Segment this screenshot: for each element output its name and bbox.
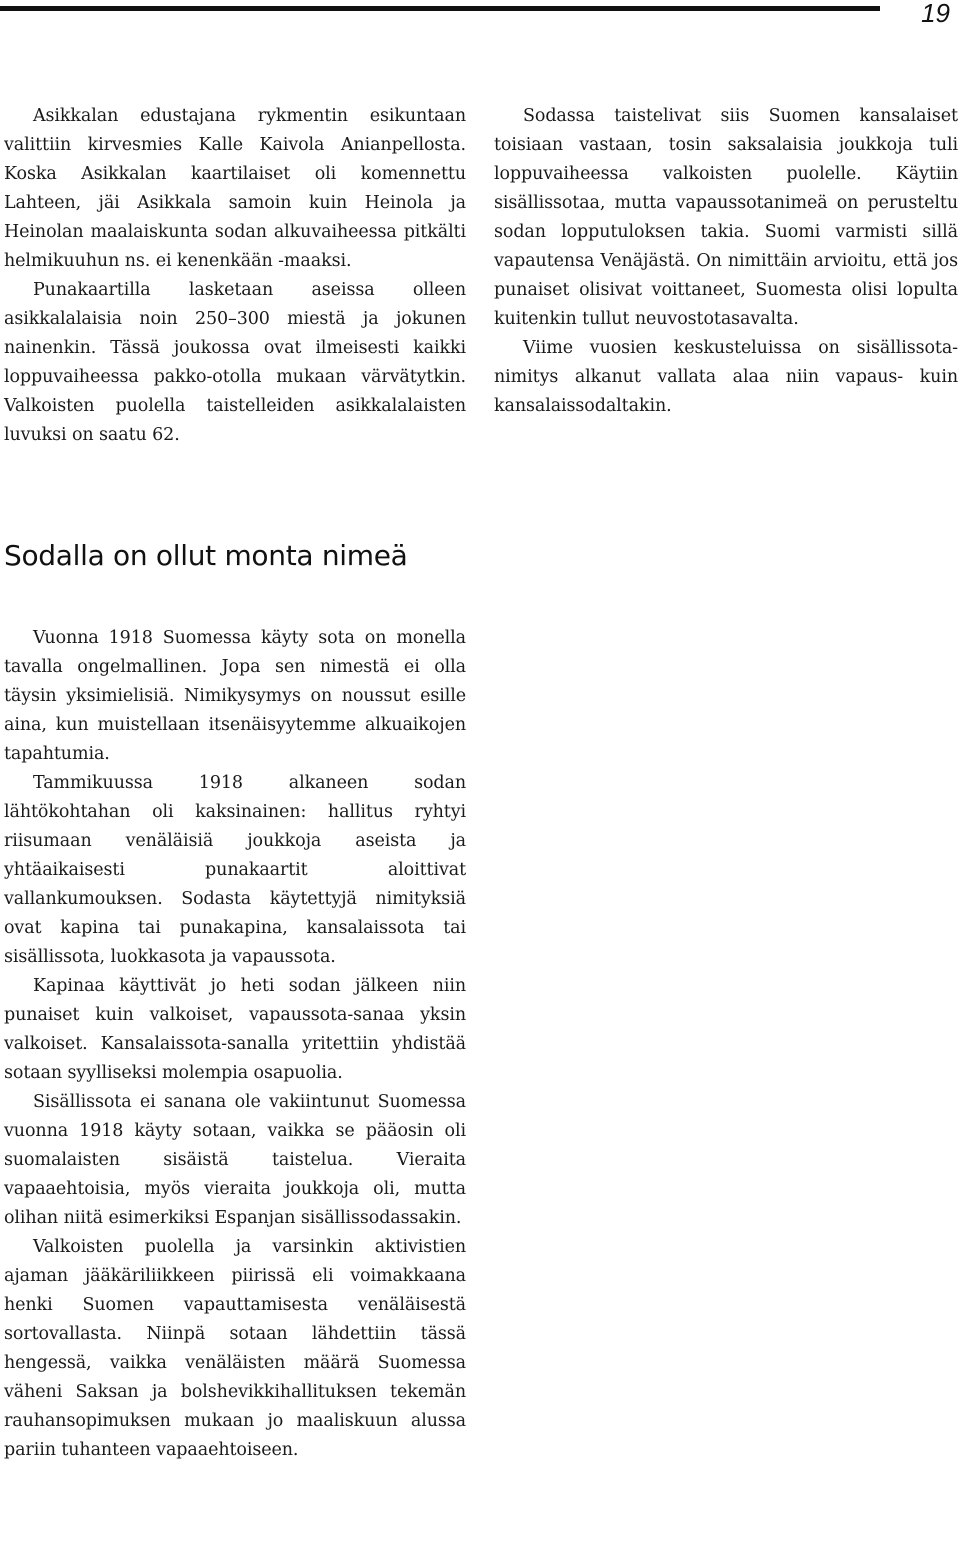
- section-column: [4, 624, 466, 1465]
- paragraph: Punakaartilla lasketaan aseissa olleen asikkalalaisia noin 250–300 miestä ja jokunen nainenkin. Tässä joukossa ovat ilmeisesti kaikki loppuvaiheessa pakko-otolla mukaan värvätytkin. Valkoisten puolella taistelleiden asikkalalaisten luvuksi on saatu 62.: [4, 280, 466, 445]
- paragraph: Asikkalan edustajana rykmentin esikuntaan valittiin kirvesmies Kalle Kaivola Anianpellosta. Koska Asikkalan kaartilaiset oli komennettu Lahteen, jäi Asikkala samoin kuin Heinola ja Heinolan maalaiskunta sodan alkuvaiheessa pitkälti helmikuuhun ns. ei kenenkään -maaksi.: [4, 106, 466, 271]
- paragraph: Vuonna 1918 Suomessa käyty sota on monella tavalla ongelmallinen. Jopa sen nimestä ei olla täysin yksimielisiä. Nimikysymys on noussut esille aina, kun muistellaan itsenäisyytemme alkuaikojen tapahtumia.: [4, 628, 466, 764]
- header-rule: [0, 6, 880, 11]
- paragraph: Sodassa taistelivat siis Suomen kansalaiset toisiaan vastaan, tosin saksalaisia joukkoja tuli loppuvaiheessa valkoisten puolelle. Käytiin sisällissotaa, mutta vapaussotanimeä on perusteltu sodan lopputuloksen takia. Suomi varmisti sillä vapautensa Venäjästä. On nimittäin arvioitu, että jos punaiset olisivat voittaneet, Suomesta olisi lopulta kuitenkin tullut neuvostotasavalta.: [494, 106, 958, 329]
- paragraph: Kapinaa käyttivät jo heti sodan jälkeen niin punaiset kuin valkoiset, vapaussota-sanaa yksin valkoiset. Kansalaissota-sanalla yritettiin yhdistää sotaan syylliseksi molempia osapuolia.: [4, 976, 466, 1083]
- page-number: 19: [921, 0, 950, 28]
- paragraph: Valkoisten puolella ja varsinkin aktivistien ajaman jääkäriliikkeen piirissä eli voimakkaana henki Suomen vapauttamisesta venäläisestä sortovallasta. Niinpä sotaan lähdettiin tässä hengessä, vaikka venäläisten määrä Suomessa väheni Saksan ja bolshevikkihallituksen tekemän rauhansopimuksen mukaan jo maaliskuun alussa pariin tuhanteen vapaaehtoiseen.: [4, 1237, 466, 1460]
- right-column: [494, 102, 958, 421]
- paragraph: Tammikuussa 1918 alkaneen sodan lähtökohtahan oli kaksinainen: hallitus ryhtyi riisumaan venäläisiä joukkoja aseista ja yhtäaikaisesti punakaartit aloittivat vallankumouksen. Sodasta käytettyjä nimityksiä ovat kapina tai punakapina, kansalaissota tai sisällissota, luokkasota ja vapaussota.: [4, 773, 466, 967]
- paragraph: Sisällissota ei sanana ole vakiintunut Suomessa vuonna 1918 käyty sotaan, vaikka se pääosin oli suomalaisten sisäistä taistelua. Vieraita vapaaehtoisia, myös vieraita joukkoja oli, mutta olihan niitä esimerkiksi Espanjan sisällissodassakin.: [4, 1092, 466, 1228]
- paragraph: Viime vuosien keskusteluissa on sisällissota-nimitys alkanut vallata alaa niin vapaus- kuin kansalaissodaltakin.: [494, 338, 958, 416]
- section-heading: Sodalla on ollut monta nimeä: [4, 539, 408, 572]
- intro-column: [4, 102, 466, 450]
